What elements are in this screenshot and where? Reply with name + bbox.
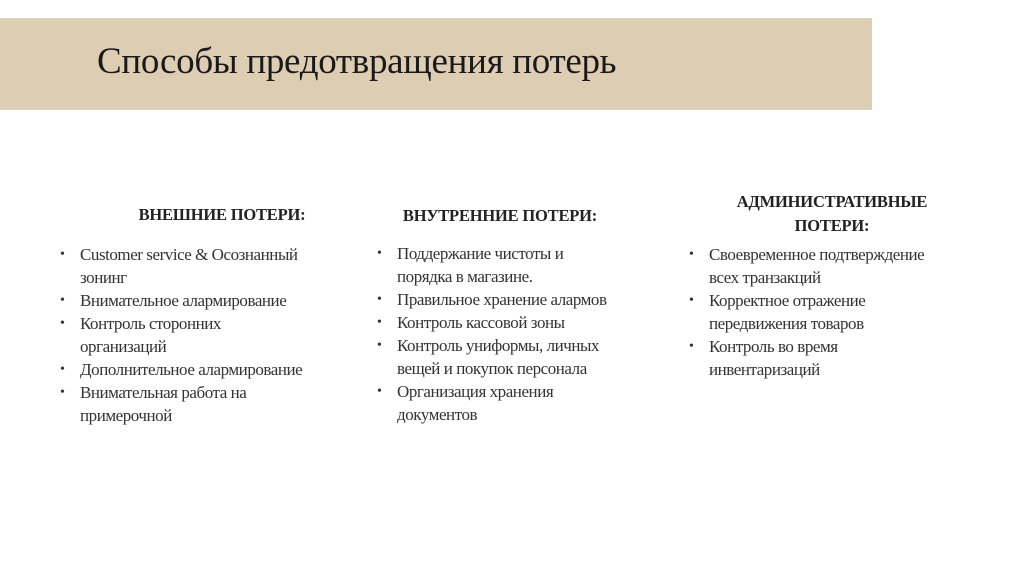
list-item-text: Контроль униформы, личных вещей и покупок персонала <box>397 336 600 378</box>
slide-title: Способы предотвращения потерь <box>97 41 617 82</box>
list-item <box>60 243 370 289</box>
list-item <box>377 288 687 311</box>
list-item-text: Внимательное алармирование <box>80 291 287 310</box>
list-item <box>689 289 1009 335</box>
bullet-icon: • <box>60 247 65 262</box>
list-item <box>60 312 370 358</box>
bullet-icon: • <box>689 247 694 262</box>
list-item <box>60 381 370 427</box>
bullet-icon: • <box>60 316 65 331</box>
list-external-losses <box>60 243 370 427</box>
list-item <box>689 243 1009 289</box>
list-item-text: Контроль сторонних организаций <box>80 314 221 356</box>
bullet-icon: • <box>377 292 382 307</box>
bullet-icon: • <box>377 246 382 261</box>
list-item-text: Организация хранения документов <box>397 382 554 424</box>
list-item <box>377 334 687 380</box>
list-item <box>60 358 370 381</box>
list-item-text: Контроль кассовой зоны <box>397 313 565 332</box>
list-item-text: Поддержание чистоты и порядка в магазине. <box>397 244 564 286</box>
list-item-text: Правильное хранение алармов <box>397 290 607 309</box>
heading-internal-losses: ВНУТРЕННИЕ ПОТЕРИ: <box>402 206 598 225</box>
list-item <box>377 380 687 426</box>
bullet-icon: • <box>60 385 65 400</box>
bullet-icon: • <box>377 338 382 353</box>
bullet-icon: • <box>377 384 382 399</box>
list-item <box>60 289 370 312</box>
list-item <box>377 311 687 334</box>
bullet-icon: • <box>60 362 65 377</box>
bullet-icon: • <box>689 339 694 354</box>
list-item <box>689 335 1009 381</box>
list-item-text: Customer service & Осознанный зонинг <box>80 245 298 287</box>
list-item-text: Дополнительное алармирование <box>80 360 303 379</box>
bullet-icon: • <box>377 315 382 330</box>
list-item-text: Внимательная работа на примерочной <box>80 383 247 425</box>
bullet-icon: • <box>60 293 65 308</box>
heading-external-losses: ВНЕШНИЕ ПОТЕРИ: <box>138 205 306 224</box>
bullet-icon: • <box>689 293 694 308</box>
list-item <box>377 242 687 288</box>
list-item-text: Контроль во время инвентаризаций <box>709 337 838 379</box>
list-administrative-losses <box>689 243 1009 381</box>
heading-administrative-losses: АДМИНИСТРАТИВНЫЕ ПОТЕРИ: <box>736 192 928 235</box>
list-internal-losses <box>377 242 687 426</box>
list-item-text: Корректное отражение передвижения товаров <box>709 291 866 333</box>
list-item-text: Своевременное подтверждение всех транзакций <box>709 245 925 287</box>
